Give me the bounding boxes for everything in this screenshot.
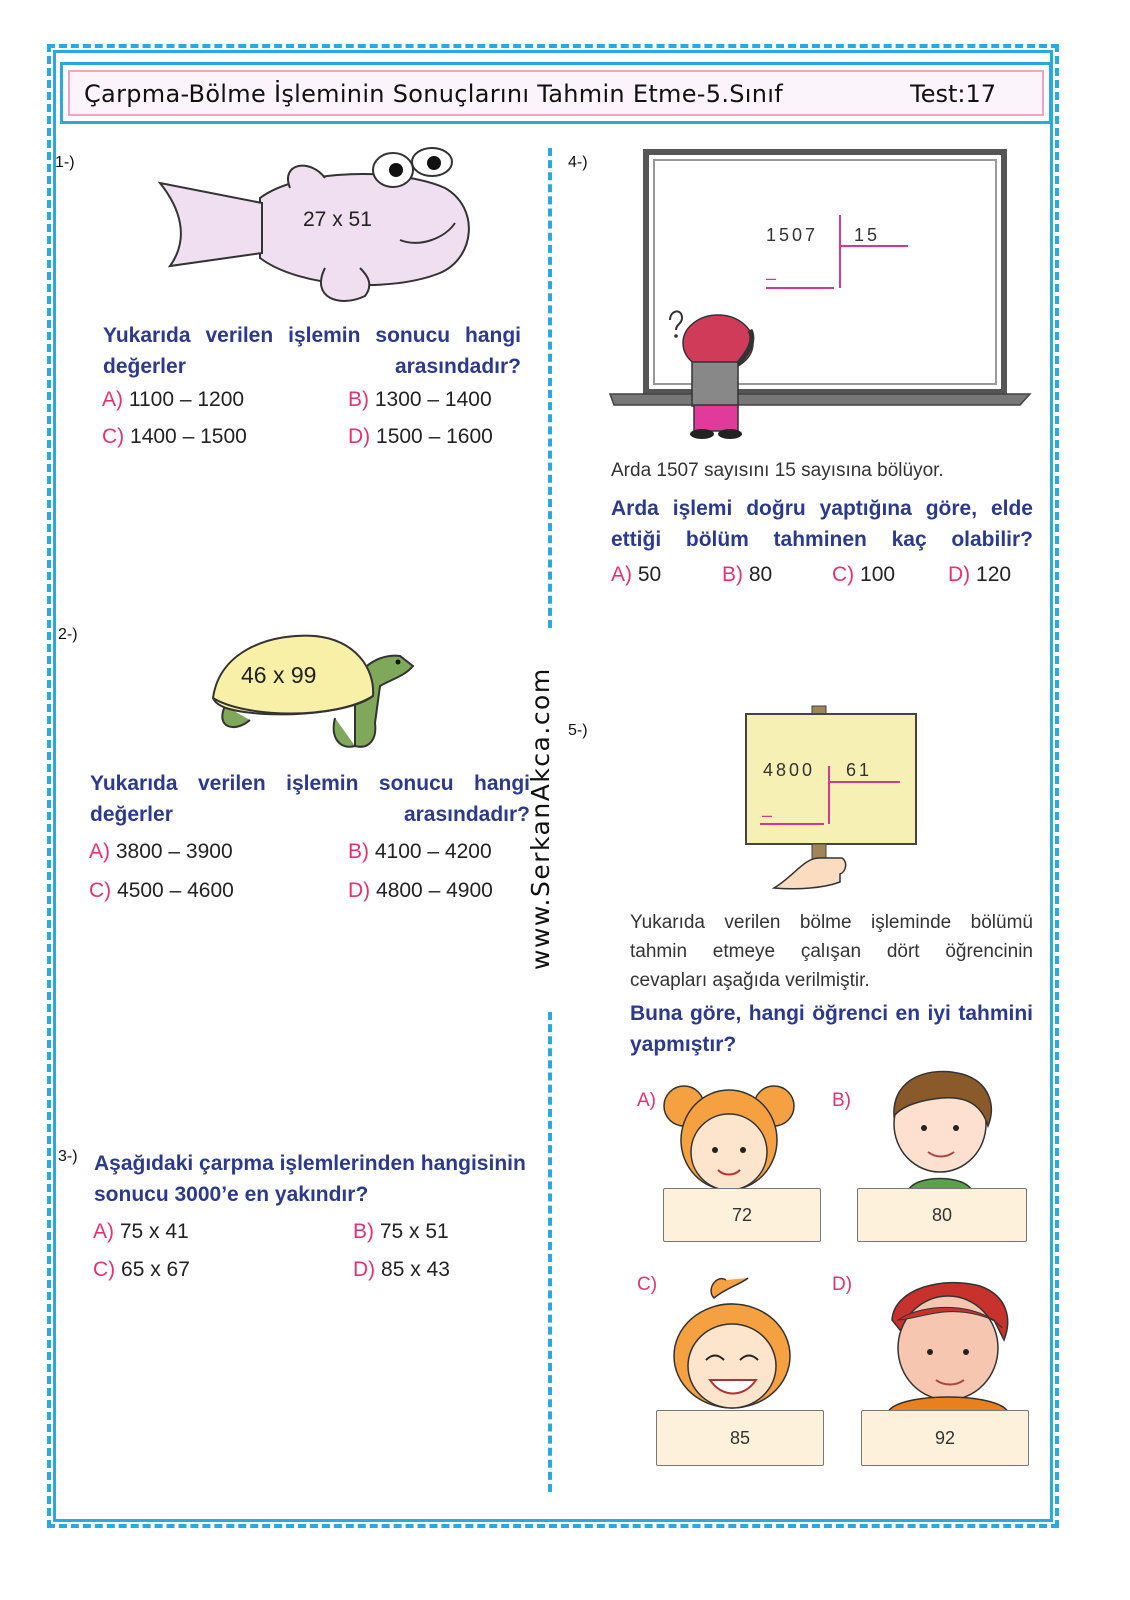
option-letter: C) xyxy=(637,1274,658,1295)
option-text: 1500 – 1600 xyxy=(376,425,493,448)
q4-question: Arda işlemi doğru yaptığına göre, elde ettiği bölüm tahminen kaç olabilir? xyxy=(611,497,1033,551)
student-a-card xyxy=(663,1188,821,1242)
option-text: 4100 – 4200 xyxy=(374,840,492,863)
q2-expression: 46 x 99 xyxy=(241,662,317,688)
option-letter: C) xyxy=(102,425,125,448)
q4-option-b[interactable] xyxy=(722,563,772,587)
q1-question: Yukarıda verilen işlemin sonucu hangi değerler arasındadır? xyxy=(103,324,521,378)
option-text: 4500 – 4600 xyxy=(117,879,234,902)
option-letter: B) xyxy=(722,563,743,586)
q1-option-c[interactable] xyxy=(102,425,247,449)
girl-a-illustration xyxy=(662,1070,822,1194)
option-text: 50 xyxy=(637,563,662,586)
option-letter: C) xyxy=(89,879,112,902)
q3-option-c[interactable] xyxy=(93,1258,190,1282)
sign-illustration xyxy=(744,706,920,896)
q2-number: 2-) xyxy=(58,626,78,643)
option-letter: D) xyxy=(948,563,971,586)
student-a-answer: 72 xyxy=(731,1205,753,1225)
option-letter: A) xyxy=(637,1090,656,1111)
q4-option-c[interactable] xyxy=(832,563,895,587)
option-text: 4800 – 4900 xyxy=(376,879,493,902)
q5-number: 5-) xyxy=(568,722,588,739)
q5-question: Buna göre, hangi öğrenci en iyi tahmini yapmıştır? xyxy=(630,1002,1033,1056)
q5-option-b[interactable] xyxy=(832,1090,851,1112)
student-c-answer: 85 xyxy=(729,1428,751,1448)
option-letter: A) xyxy=(89,840,110,863)
student-d-answer: 92 xyxy=(934,1428,956,1448)
q2-option-b[interactable] xyxy=(348,840,492,864)
boy-d-illustration xyxy=(884,1280,1016,1416)
boy-b-illustration xyxy=(872,1066,1012,1194)
option-letter: B) xyxy=(348,840,369,863)
q1-option-d[interactable] xyxy=(348,425,493,449)
turtle-illustration xyxy=(205,628,415,754)
option-letter: D) xyxy=(348,879,371,902)
q3-option-d[interactable] xyxy=(353,1258,450,1282)
q1-option-b[interactable] xyxy=(348,388,492,412)
q4-minus-sign: – xyxy=(766,268,777,288)
option-letter: D) xyxy=(832,1274,853,1295)
q5-divisor: 61 xyxy=(846,760,873,780)
option-text: 80 xyxy=(748,563,773,586)
q3-number: 3-) xyxy=(58,1148,78,1165)
q4-divisor: 15 xyxy=(854,225,881,245)
column-divider-bottom xyxy=(548,1012,552,1492)
q1-option-a[interactable] xyxy=(102,388,244,412)
q4-number: 4-) xyxy=(568,154,588,171)
option-letter: C) xyxy=(93,1258,116,1281)
q4-dividend: 1507 xyxy=(766,225,819,245)
option-text: 100 xyxy=(860,563,896,586)
option-text: 65 x 67 xyxy=(121,1258,190,1281)
option-text: 1300 – 1400 xyxy=(374,388,492,411)
option-letter: A) xyxy=(102,388,123,411)
blackboard-illustration xyxy=(610,150,1034,440)
q3-option-b[interactable] xyxy=(353,1220,449,1244)
q5-dividend: 4800 xyxy=(763,760,816,780)
test-number: Test:17 xyxy=(910,80,996,108)
q5-option-d[interactable] xyxy=(832,1274,852,1296)
q5-minus-sign: – xyxy=(762,805,773,825)
option-text: 1400 – 1500 xyxy=(130,425,247,448)
column-divider-top xyxy=(548,148,552,628)
option-letter: B) xyxy=(353,1220,374,1243)
header-box xyxy=(60,62,1052,124)
option-text: 85 x 43 xyxy=(381,1258,450,1281)
option-letter: D) xyxy=(353,1258,376,1281)
option-letter: A) xyxy=(93,1220,114,1243)
option-letter: C) xyxy=(832,563,855,586)
option-text: 1100 – 1200 xyxy=(128,388,245,411)
q5-statement: Yukarıda verilen bölme işleminde bölümü tahmin etmeye çalışan dört öğrencinin cevapları aşağıda verilmiştir. xyxy=(630,912,1033,991)
q2-option-c[interactable] xyxy=(89,879,234,903)
option-letter: A) xyxy=(611,563,632,586)
option-letter: B) xyxy=(832,1090,851,1111)
q4-option-d[interactable] xyxy=(948,563,1011,587)
q3-question: Aşağıdaki çarpma işlemlerinden hangisinin sonucu 3000’e en yakındır? xyxy=(94,1152,526,1206)
option-text: 3800 – 3900 xyxy=(115,840,233,863)
option-text: 120 xyxy=(976,563,1012,586)
option-letter: B) xyxy=(348,388,369,411)
option-text: 75 x 51 xyxy=(379,1220,449,1243)
q1-expression: 27 x 51 xyxy=(303,208,372,231)
student-b-answer: 80 xyxy=(931,1205,953,1225)
option-letter: D) xyxy=(348,425,371,448)
girl-c-illustration xyxy=(666,1274,798,1416)
q2-option-a[interactable] xyxy=(89,840,233,864)
q4-statement: Arda 1507 sayısını 15 sayısına bölüyor. xyxy=(611,460,944,481)
q5-option-a[interactable] xyxy=(637,1090,656,1112)
q4-option-a[interactable] xyxy=(611,563,661,587)
page-title: Çarpma-Bölme İşleminin Sonuçlarını Tahmin Etme-5.Sınıf xyxy=(84,80,783,108)
q5-option-c[interactable] xyxy=(637,1274,657,1296)
q3-option-a[interactable] xyxy=(93,1220,189,1244)
student-d-card xyxy=(861,1410,1029,1466)
header-inner xyxy=(68,70,1044,116)
q2-question: Yukarıda verilen işlemin sonucu hangi değerler arasındadır? xyxy=(90,772,530,826)
q1-number: 1-) xyxy=(55,154,75,171)
student-c-card xyxy=(656,1410,824,1466)
student-b-card xyxy=(857,1188,1027,1242)
option-text: 75 x 41 xyxy=(119,1220,189,1243)
q2-option-d[interactable] xyxy=(348,879,493,903)
watermark: www.SerkanAkca.com xyxy=(526,667,555,970)
